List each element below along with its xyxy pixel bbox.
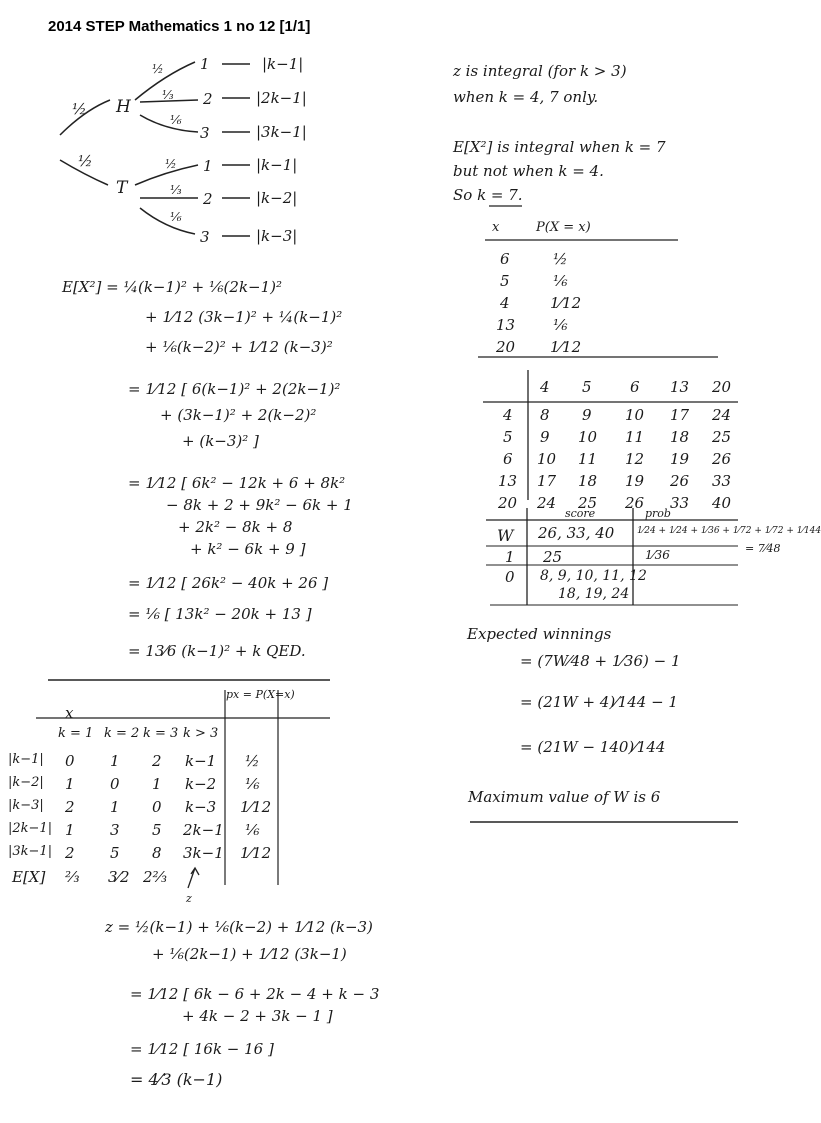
note-4: but not when k = 4. — [453, 162, 604, 180]
ex2-line-2: + 1⁄12 (3k−1)² + ¼(k−1)² — [145, 308, 343, 326]
cell: 2k−1 — [183, 821, 224, 839]
col-k2: k = 2 — [104, 726, 140, 741]
col-k4: k > 3 — [183, 726, 219, 741]
col-k3: k = 3 — [143, 726, 179, 741]
cell: 0 — [65, 752, 75, 770]
row-header: 13 — [498, 472, 518, 490]
cell: k−2 — [185, 775, 217, 793]
cell: 11 — [578, 450, 598, 468]
w-r1-prob: 1⁄24 + 1⁄24 + 1⁄36 + 1⁄72 + 1⁄72 + 1⁄144 — [637, 526, 821, 536]
z-line-5: = 1⁄12 [ 16k − 16 ] — [130, 1040, 274, 1058]
tree-x-t1: 1 — [203, 157, 213, 175]
cell: ⅔ — [65, 868, 80, 886]
px-header: px = P(X=x) — [226, 688, 295, 701]
cell: 5 — [110, 844, 120, 862]
cell: 5 — [152, 821, 162, 839]
cell: 1 — [110, 752, 120, 770]
cell: 24 — [712, 406, 732, 424]
cell-p: ½ — [245, 752, 260, 770]
col-header: 6 — [630, 378, 640, 396]
cell: 12 — [625, 450, 645, 468]
score-header: score — [565, 507, 596, 520]
tree-prob-t3: ⅙ — [170, 210, 182, 224]
z-line-4: + 4k − 2 + 3k − 1 ] — [182, 1007, 333, 1025]
note-1: z is integral (for k > 3) — [453, 62, 627, 80]
tree-node-h: H — [116, 97, 131, 117]
row-label: |k−1| — [8, 752, 44, 767]
cell: 1 — [152, 775, 162, 793]
cell-p: ⅙ — [245, 775, 260, 793]
tree-prob-t: ½ — [78, 152, 93, 170]
cell: 10 — [578, 428, 598, 446]
cell: 1 — [110, 798, 120, 816]
tree-node-t: T — [116, 178, 128, 198]
col-header: 4 — [540, 378, 550, 396]
col-header: 13 — [670, 378, 690, 396]
ex2-line-11: = 1⁄12 [ 26k² − 40k + 26 ] — [128, 574, 329, 592]
cell: 3k−1 — [183, 844, 224, 862]
ex2-line-6: + (k−3)² ] — [182, 432, 259, 450]
w-header: W — [497, 526, 514, 545]
cell: 33 — [670, 494, 690, 512]
ex2-line-3: + ⅙(k−2)² + 1⁄12 (k−3)² — [145, 338, 333, 356]
winnings-line-1: Expected winnings — [467, 625, 612, 643]
tree-result-h1: |k−1| — [262, 55, 304, 73]
cell: 26 — [712, 450, 732, 468]
tree-x-t2: 2 — [203, 190, 213, 208]
cell-p: 1⁄12 — [240, 844, 272, 862]
cell: 11 — [625, 428, 645, 446]
cell: 1⁄12 — [550, 294, 582, 312]
cell: 0 — [110, 775, 120, 793]
cell: ½ — [553, 250, 568, 268]
tree-result-h2: |2k−1| — [256, 89, 307, 107]
tree-prob-h3: ⅙ — [170, 113, 182, 127]
cell: 1 — [65, 821, 75, 839]
cell: 18 — [670, 428, 690, 446]
tree-result-t2: |k−2| — [256, 189, 298, 207]
tree-x-t3: 3 — [200, 228, 210, 246]
z-line-3: = 1⁄12 [ 6k − 6 + 2k − 4 + k − 3 — [130, 985, 380, 1003]
cell: 2⅔ — [143, 868, 168, 886]
cell: 2 — [65, 844, 75, 862]
w-r2-prob: 1⁄36 — [645, 548, 670, 562]
ex2-line-7: = 1⁄12 [ 6k² − 12k + 6 + 8k² — [128, 474, 346, 492]
row-label: |k−2| — [8, 775, 44, 790]
note-5: So k = 7. — [453, 186, 523, 204]
tree-prob-h2: ⅓ — [162, 88, 174, 102]
w-r1-score: 26, 33, 40 — [538, 524, 615, 542]
winnings-line-4: = (21W − 140)⁄144 — [520, 738, 666, 756]
note-3: E[X²] is integral when k = 7 — [453, 138, 666, 156]
ex2-line-12: = ⅙ [ 13k² − 20k + 13 ] — [128, 605, 312, 623]
z-line-6: = 4⁄3 (k−1) — [130, 1070, 223, 1089]
cell: ⅙ — [553, 316, 568, 334]
w-r3-w: 0 — [505, 568, 515, 586]
ex2-line-9: + 2k² − 8k + 8 — [178, 518, 293, 536]
w-r1-result: = 7⁄48 — [745, 542, 781, 555]
row-header: 4 — [503, 406, 513, 424]
cell: 18 — [578, 472, 598, 490]
tree-result-h3: |3k−1| — [256, 123, 307, 141]
row-header: 20 — [498, 494, 518, 512]
tree-prob-t2: ⅓ — [170, 183, 182, 197]
tree-x-h3: 3 — [200, 124, 210, 142]
tree-branch-h3 — [140, 115, 198, 132]
cell: 6 — [500, 250, 510, 268]
cell: k−3 — [185, 798, 217, 816]
w-r2-score: 25 — [543, 548, 563, 566]
tree-prob-h: ½ — [72, 100, 87, 118]
cell: 13 — [496, 316, 516, 334]
cell: 25 — [578, 494, 598, 512]
cell: 9 — [582, 406, 592, 424]
cell: k−1 — [185, 752, 217, 770]
page-title: 2014 STEP Mathematics 1 no 12 [1/1] — [48, 18, 311, 35]
cell: 26 — [625, 494, 645, 512]
winnings-line-2: = (7W⁄48 + 1⁄36) − 1 — [520, 652, 681, 670]
row-header: 5 — [503, 428, 513, 446]
cell: 26 — [670, 472, 690, 490]
cell: 5 — [500, 272, 510, 290]
tree-x-h1: 1 — [200, 55, 210, 73]
col-k1: k = 1 — [58, 726, 94, 741]
cell: 19 — [625, 472, 645, 490]
row-header: 6 — [503, 450, 513, 468]
row-label: |k−3| — [8, 798, 44, 813]
cell: 9 — [540, 428, 550, 446]
cell: 8 — [152, 844, 162, 862]
cell: 10 — [625, 406, 645, 424]
cell: 17 — [537, 472, 557, 490]
arrow-note: z — [186, 892, 192, 905]
winnings-line-5: Maximum value of W is 6 — [468, 788, 661, 806]
ex2-line-1: E[X²] = ¼(k−1)² + ⅙(2k−1)² — [62, 278, 283, 296]
cell: 19 — [670, 450, 690, 468]
col-header: 20 — [712, 378, 732, 396]
cell: 25 — [712, 428, 732, 446]
cell: 3 — [110, 821, 120, 839]
cell: 2 — [152, 752, 162, 770]
prob-header: prob — [645, 507, 671, 520]
cell-p: ⅙ — [245, 821, 260, 839]
ex2-line-5: + (3k−1)² + 2(k−2)² — [160, 406, 317, 424]
cell: 3⁄2 — [108, 868, 130, 886]
w-r3-score: 8, 9, 10, 11, 12 — [540, 568, 647, 584]
row-label: E[X] — [12, 868, 46, 886]
cell: 2 — [65, 798, 75, 816]
cell-p: 1⁄12 — [240, 798, 272, 816]
dist-header-p: P(X = x) — [536, 220, 591, 235]
tree-result-t1: |k−1| — [256, 156, 298, 174]
cell: ⅙ — [553, 272, 568, 290]
cell: 40 — [712, 494, 732, 512]
dist-header-x: x — [492, 220, 500, 235]
z-line-1: z = ½(k−1) + ⅙(k−2) + 1⁄12 (k−3) — [105, 918, 373, 936]
x-header: x — [65, 704, 74, 722]
col-header: 5 — [582, 378, 592, 396]
row-label: |3k−1| — [8, 844, 53, 859]
note-2: when k = 4, 7 only. — [453, 88, 599, 106]
cell: 8 — [540, 406, 550, 424]
z-line-2: + ⅙(2k−1) + 1⁄12 (3k−1) — [152, 945, 347, 963]
winnings-line-3: = (21W + 4)⁄144 − 1 — [520, 693, 678, 711]
tree-prob-h1: ½ — [152, 62, 164, 76]
cell: 0 — [152, 798, 162, 816]
cell: 1 — [65, 775, 75, 793]
cell: 17 — [670, 406, 690, 424]
ex2-line-10: + k² − 6k + 9 ] — [190, 540, 306, 558]
probability-tree — [60, 62, 250, 236]
w-r2-w: 1 — [505, 548, 515, 566]
tree-branch-t3 — [140, 208, 195, 234]
tree-result-t3: |k−3| — [256, 227, 298, 245]
tree-prob-t1: ½ — [165, 157, 177, 171]
cell: 20 — [496, 338, 516, 356]
row-label: |2k−1| — [8, 821, 53, 836]
cell: 4 — [500, 294, 510, 312]
ex2-line-4: = 1⁄12 [ 6(k−1)² + 2(2k−1)² — [128, 380, 341, 398]
tree-x-h2: 2 — [203, 90, 213, 108]
ex2-line-13: = 13⁄6 (k−1)² + k QED. — [128, 642, 306, 660]
cell: 24 — [537, 494, 557, 512]
cell: 33 — [712, 472, 732, 490]
cell: 10 — [537, 450, 557, 468]
cell: 1⁄12 — [550, 338, 582, 356]
w-r3-score-2: 18, 19, 24 — [558, 586, 630, 602]
ex2-line-8: − 8k + 2 + 9k² − 6k + 1 — [166, 496, 353, 514]
